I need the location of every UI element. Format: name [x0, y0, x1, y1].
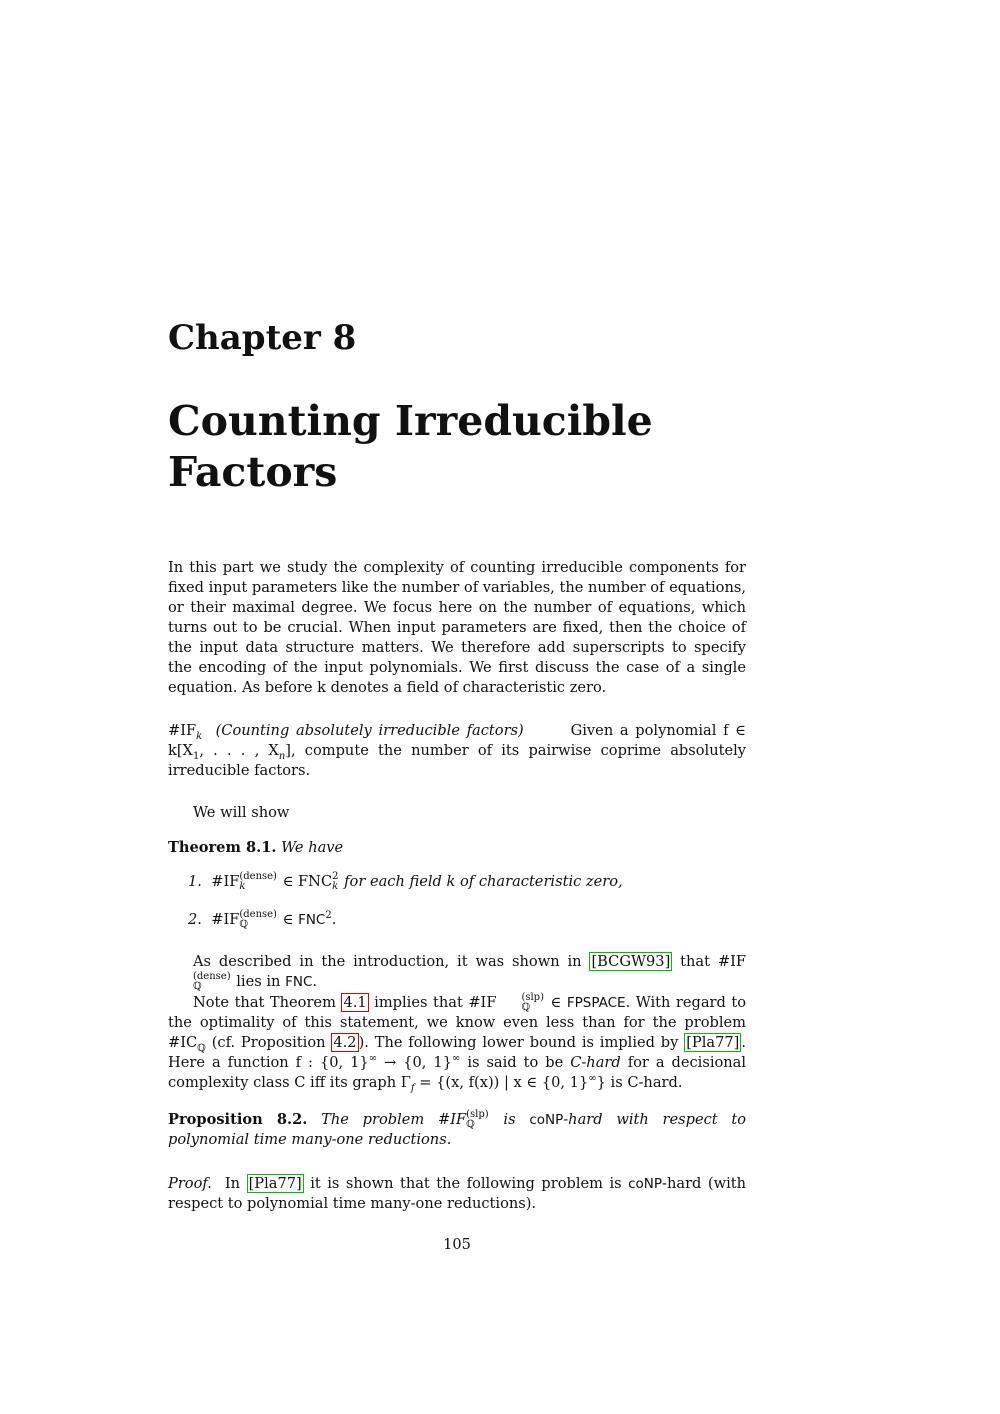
- proposition-link-4-2[interactable]: 4.2: [333, 1034, 357, 1051]
- theorem-link-4-1[interactable]: 4.1: [343, 994, 367, 1011]
- theorem-intro: We have: [281, 839, 344, 856]
- page-number: 105: [443, 1236, 471, 1253]
- theorem-item-2: 2. #IF (dense) ℚ ∈ FNC$^2$.: [188, 909, 337, 930]
- problem-text-b: k[X: [168, 742, 193, 759]
- theorem-item-1-tail: for each field k of characteristic zero,: [344, 873, 623, 890]
- theorem-item-1: 1. #IF (dense) k ∈ FNC 2 k for each field k of characteristic zero,: [188, 871, 623, 892]
- citation-link-bcgw93[interactable]: [BCGW93]: [591, 953, 671, 970]
- citation-link-pla77[interactable]: [Pla77]: [686, 1034, 740, 1051]
- problem-text-a: Given a polynomial f ∈: [570, 722, 746, 739]
- proposition: Proposition 8.2. The problem #IF (slp) ℚ is coNP-hard with respect to polynomial time many-one reductions.: [168, 1109, 747, 1148]
- paragraph-note: Note that Theorem 4.1 implies that #IF (slp) ℚ ∈ FPSPACE. With regard to the optimality of this statement, we know even less than for the problem $\#IC_ℚ$ (cf. Proposition 4.2 ). The following lower bound is implied by [Pla77] . Here a function f : {0, 1}∞ → {0, 1}∞ is said to be C-hard for a decisional complexity class C iff its graph $\Gamma_f = \{(x$, f(x)) | x ∈ {0, 1}∞} is C-hard.: [168, 992, 747, 1094]
- proof-label: Proof.: [168, 1175, 212, 1192]
- chapter-label: Chapter 8: [168, 318, 357, 358]
- paragraph-described: As described in the introduction, it was shown in [BCGW93] that #IF (dense) ℚ lies in FNC.: [193, 953, 747, 992]
- problem-definition: $\#IF_k$ (Counting absolutely irreducible factors) Given a polynomial f ∈ $k[X_1$, . . . , $X_n$], compute the number of its pairwise coprime absolutely irreducible factors.: [168, 722, 747, 779]
- proof: Proof. In [Pla77] it is shown that the following problem is coNP-hard (with respect to polynomial time many-one reductions).: [168, 1175, 747, 1212]
- theorem-label: Theorem 8.1.: [168, 839, 277, 856]
- problem-title: (Counting absolutely irreducible factors): [215, 722, 524, 739]
- citation-link-pla77-proof[interactable]: [Pla77]: [248, 1175, 302, 1192]
- problem-name: $\#IF_k$: [168, 722, 203, 742]
- we-will-show: We will show: [193, 804, 290, 821]
- problem-text-d: ], compute the number of its pairwise coprime absolutely irreducible factors.: [168, 742, 747, 779]
- proposition-label: Proposition 8.2.: [168, 1111, 308, 1128]
- chapter-title: Counting Irreducible Factors: [168, 397, 653, 496]
- theorem-heading: [168, 838, 746, 858]
- intro-paragraph: In this part we study the complexity of counting irreducible components for fixed input parameters like the number of variables, the number of equations, or their maximal degree. We focus here on the number of equations, which turns out to be crucial. When input parameters are fixed, then the choice of the input data structure matters. We therefore add superscripts to specify the encoding of the input polynomials. We first discuss the case of a single equation. As before k denotes a field of characteristic zero.: [168, 559, 746, 696]
- problem-text-c: , . . . , X: [199, 742, 279, 759]
